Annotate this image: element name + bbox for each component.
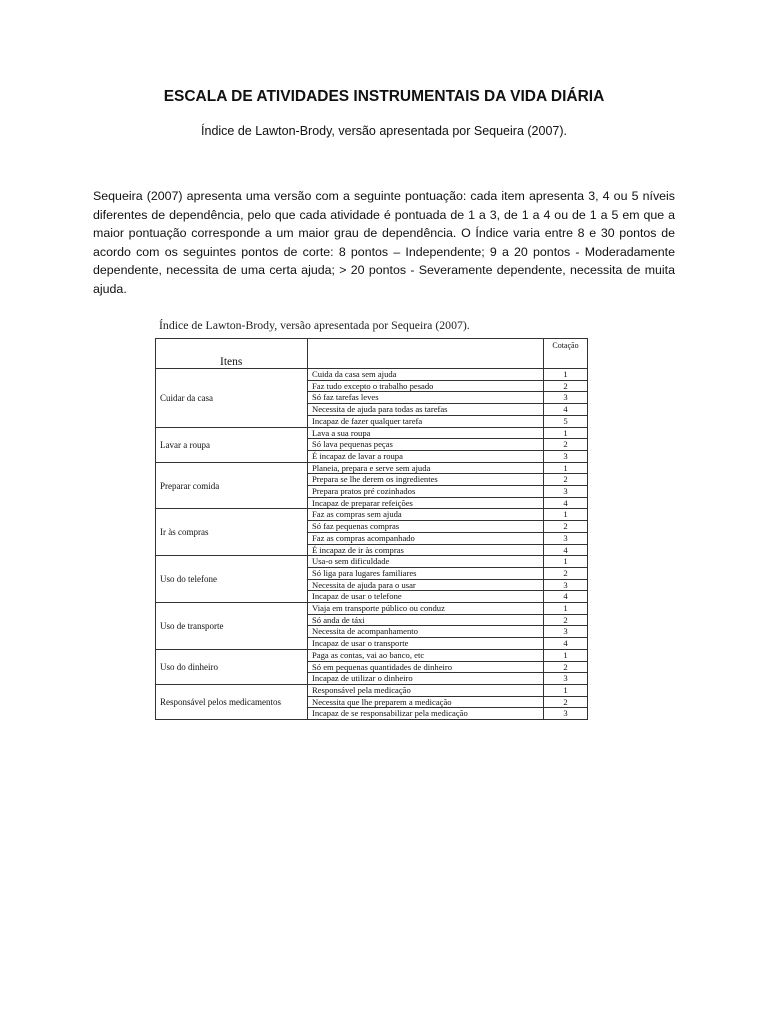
item-category: Preparar comida [156, 462, 308, 509]
item-option: Prepara se lhe derem os ingredientes [308, 474, 544, 486]
item-category: Uso do dinheiro [156, 649, 308, 684]
item-score: 2 [544, 439, 588, 451]
item-score: 3 [544, 450, 588, 462]
item-option: Incapaz de fazer qualquer tarefa [308, 415, 544, 427]
item-score: 3 [544, 486, 588, 498]
item-category: Uso do telefone [156, 556, 308, 603]
item-option: Necessita que lhe preparem a medicação [308, 696, 544, 708]
item-option: É incapaz de lavar a roupa [308, 450, 544, 462]
item-option: Incapaz de usar o transporte [308, 638, 544, 650]
item-option: Incapaz de usar o telefone [308, 591, 544, 603]
item-option: Necessita de ajuda para todas as tarefas [308, 404, 544, 416]
item-category: Lavar a roupa [156, 427, 308, 462]
item-option: Cuida da casa sem ajuda [308, 369, 544, 381]
item-option: Usa-o sem dificuldade [308, 556, 544, 568]
item-score: 3 [544, 532, 588, 544]
item-option: Só faz pequenas compras [308, 521, 544, 533]
item-score: 4 [544, 497, 588, 509]
item-score: 1 [544, 649, 588, 661]
item-option: Paga as contas, vai ao banco, etc [308, 649, 544, 661]
item-option: Só em pequenas quantidades de dinheiro [308, 661, 544, 673]
item-category: Ir às compras [156, 509, 308, 556]
item-score: 1 [544, 509, 588, 521]
table-row [156, 462, 588, 474]
table-row [156, 427, 588, 439]
table-row [156, 649, 588, 661]
item-option: Lava a sua roupa [308, 427, 544, 439]
item-score: 3 [544, 579, 588, 591]
item-option: Planeia, prepara e serve sem ajuda [308, 462, 544, 474]
figure-caption: Índice de Lawton-Brody, versão apresentada por Sequeira (2007). [159, 318, 470, 332]
item-option: Necessita de ajuda para o usar [308, 579, 544, 591]
document-paragraph: Sequeira (2007) apresenta uma versão com a seguinte pontuação: cada item apresenta 3, 4 ou 5 níveis diferentes de dependência, pelo que cada atividade é pontuada de 1 a 3, de 1 a 4 ou de 1 a 5 em que a maior pontuação corresponde a um maior grau de dependência. O Índice varia entre 8 e 30 pontos de acordo com os seguintes pontos de corte: 8 pontos – Independente; 9 a 20 pontos - Moderadamente dependente, necessita de uma certa ajuda; > 20 pontos - Severamente dependente, necessita de muita ajuda. [93, 189, 675, 296]
lawton-brody-table [155, 338, 588, 720]
item-score: 2 [544, 380, 588, 392]
item-option: Só faz tarefas leves [308, 392, 544, 404]
item-score: 3 [544, 392, 588, 404]
table-header-row [156, 339, 588, 369]
item-score: 2 [544, 614, 588, 626]
item-option: É incapaz de ir às compras [308, 544, 544, 556]
item-option: Prepara pratos pré cozinhados [308, 486, 544, 498]
header-description [308, 339, 544, 369]
item-score: 3 [544, 708, 588, 720]
item-option: Incapaz de se responsabilizar pela medicação [308, 708, 544, 720]
item-score: 4 [544, 638, 588, 650]
item-score: 1 [544, 556, 588, 568]
item-option: Viaja em transporte público ou conduz [308, 603, 544, 615]
item-option: Incapaz de preparar refeições [308, 497, 544, 509]
document-title: ESCALA DE ATIVIDADES INSTRUMENTAIS DA VIDA DIÁRIA [163, 88, 605, 105]
table-row [156, 603, 588, 615]
item-score: 2 [544, 474, 588, 486]
header-itens: Itens [156, 339, 308, 369]
item-score: 4 [544, 404, 588, 416]
item-score: 1 [544, 603, 588, 615]
item-option: Faz tudo excepto o trabalho pesado [308, 380, 544, 392]
item-category: Uso de transporte [156, 603, 308, 650]
item-score: 3 [544, 673, 588, 685]
item-option: Faz as compras sem ajuda [308, 509, 544, 521]
item-score: 1 [544, 369, 588, 381]
item-score: 4 [544, 544, 588, 556]
item-score: 5 [544, 415, 588, 427]
table-row [156, 369, 588, 381]
item-score: 3 [544, 626, 588, 638]
item-option: Necessita de acompanhamento [308, 626, 544, 638]
item-score: 1 [544, 427, 588, 439]
table-row [156, 684, 588, 696]
item-option: Incapaz de utilizar o dinheiro [308, 673, 544, 685]
item-option: Só anda de táxi [308, 614, 544, 626]
table-row [156, 509, 588, 521]
item-score: 2 [544, 661, 588, 673]
item-score: 2 [544, 567, 588, 579]
item-score: 1 [544, 684, 588, 696]
item-score: 4 [544, 591, 588, 603]
table-row [156, 556, 588, 568]
item-option: Só liga para lugares familiares [308, 567, 544, 579]
item-score: 2 [544, 696, 588, 708]
header-cotacao: Cotação [544, 339, 588, 369]
item-option: Só lava pequenas peças [308, 439, 544, 451]
table-body [156, 369, 588, 720]
item-option: Faz as compras acompanhado [308, 532, 544, 544]
document-subtitle: Índice de Lawton-Brody, versão apresentada por Sequeira (2007). [201, 124, 567, 138]
item-score: 1 [544, 462, 588, 474]
item-category: Cuidar da casa [156, 369, 308, 428]
item-score: 2 [544, 521, 588, 533]
item-category: Responsável pelos medicamentos [156, 684, 308, 719]
item-option: Responsável pela medicação [308, 684, 544, 696]
lawton-brody-figure [155, 318, 587, 720]
